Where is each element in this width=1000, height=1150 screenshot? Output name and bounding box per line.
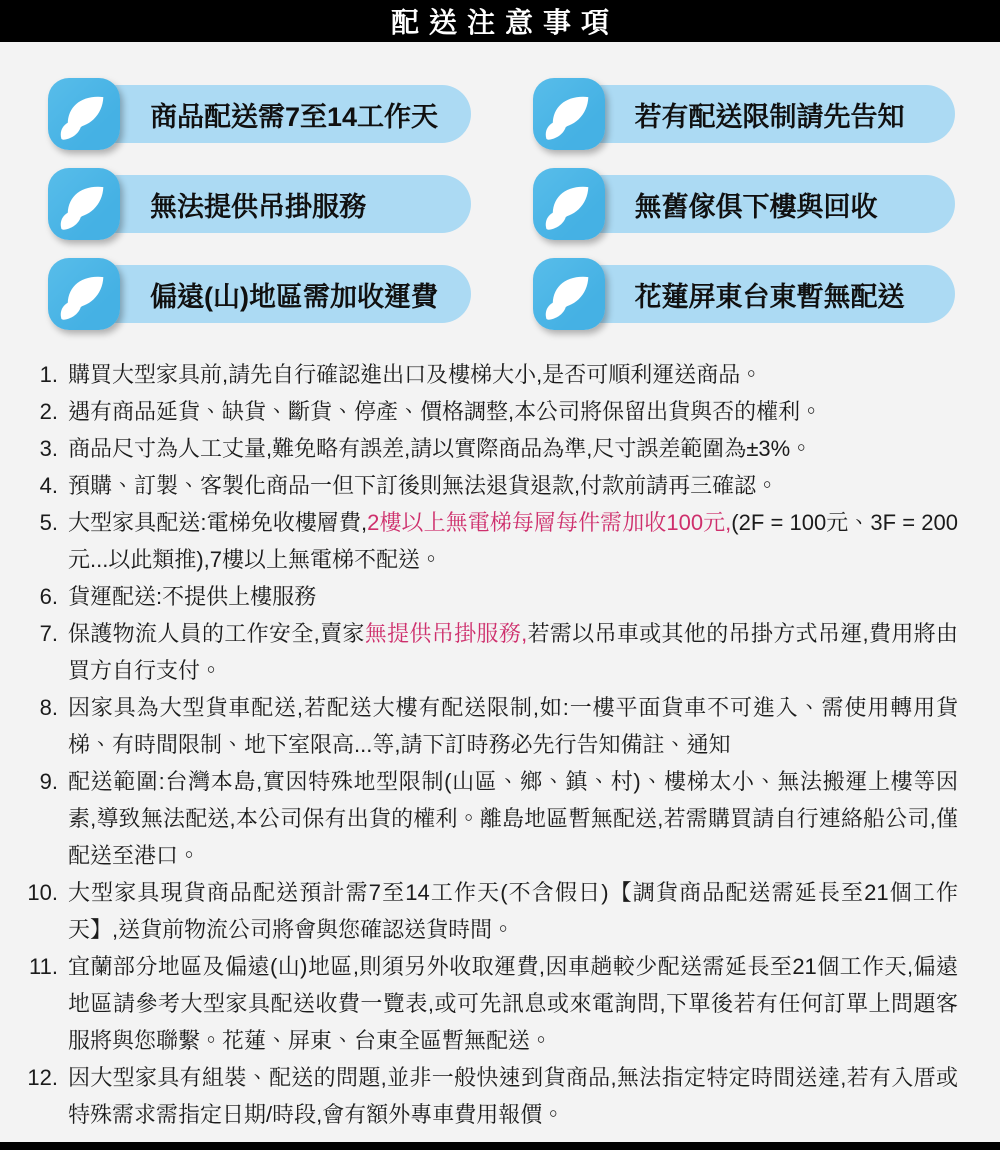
note-text: 大型家具配送:電梯免收樓層費,	[68, 510, 368, 535]
leaf-icon	[533, 258, 605, 330]
note-text: 保護物流人員的工作安全,賣家	[68, 621, 365, 646]
note-text: 購買大型家具前,請先自行確認進出口及樓梯大小,是否可順利運送商品。	[68, 362, 763, 387]
note-text: 配送範圍:台灣本島,實因特殊地型限制(山區、鄉、鎮、村)、樓梯太小、無法搬運上樓等因素,導致無法配送,本公司保有出貨的權利。離島地區暫無配送,若需購買請自行連絡船公司,僅配送至港口。	[68, 769, 958, 868]
leaf-icon	[533, 78, 605, 150]
note-item	[0, 763, 958, 874]
note-text: (2F = 100元、3F = 200元...以此類推),7樓以上無電梯不配送。	[68, 510, 958, 572]
note-item	[0, 874, 958, 948]
note-text: 宜蘭部分地區及偏遠(山)地區,則須另外收取運費,因車趟較少配送需延長至21個工作天,偏遠地區請參考大型家具配送收費一覽表,或可先訊息或來電詢問,下單後若有任何訂單上問題客服將與您聯繫。花蓮、屏東、台東全區暫無配送。	[68, 954, 958, 1053]
notes-list	[0, 330, 1000, 1133]
note-item	[0, 1059, 958, 1133]
note-text: 貨運配送:不提供上樓服務	[68, 584, 317, 609]
note-text: 因大型家具有組裝、配送的問題,並非一般快速到貨商品,無法指定特定時間送達,若有入厝或特殊需求需指定日期/時段,會有額外專車費用報價。	[68, 1065, 958, 1127]
note-text: 商品尺寸為人工丈量,難免略有誤差,請以實際商品為準,尺寸誤差範圍為±3%。	[68, 436, 813, 461]
badge-label: 花蓮屏東台東暫無配送	[561, 265, 956, 323]
note-text: 預購、訂製、客製化商品一但下訂後則無法退貨退款,付款前請再三確認。	[68, 473, 779, 498]
note-text: 大型家具現貨商品配送預計需7至14工作天(不含假日)【調貨商品配送需延長至21個工作天】,送貨前物流公司將會與您確認送貨時間。	[68, 880, 958, 942]
bottom-bar	[0, 1142, 1000, 1150]
badge-delivery-time	[48, 78, 471, 150]
badge-no-hanging-service	[48, 168, 471, 240]
note-text: 若需以吊車或其他的吊掛方式吊運,費用將由買方自行支付。	[68, 621, 958, 683]
note-item	[0, 430, 958, 467]
note-item	[0, 615, 958, 689]
note-item	[0, 578, 958, 615]
note-highlight-text: 2樓以上無電梯每層每件需加收100元,	[367, 510, 732, 535]
badge-label: 無舊傢俱下樓與回收	[561, 175, 956, 233]
note-item	[0, 504, 958, 578]
badge-no-old-furniture-removal	[533, 168, 956, 240]
badge-remote-area-fee	[48, 258, 471, 330]
leaf-icon	[48, 168, 120, 240]
page-title: 配送注意事項	[390, 7, 619, 38]
badge-label: 若有配送限制請先告知	[561, 85, 956, 143]
note-item	[0, 393, 958, 430]
note-item	[0, 689, 958, 763]
badges-grid	[0, 42, 1000, 330]
badge-no-delivery-hualien-pingtung-taitung	[533, 258, 956, 330]
leaf-icon	[48, 258, 120, 330]
title-banner	[0, 0, 1000, 42]
note-text: 因家具為大型貨車配送,若配送大樓有配送限制,如:一樓平面貨車不可進入、需使用轉用貨梯、有時間限制、地下室限高...等,請下訂時務必先行告知備註、通知	[68, 695, 958, 757]
note-item	[0, 467, 958, 504]
note-item	[0, 948, 958, 1059]
note-text: 遇有商品延貨、缺貨、斷貨、停產、價格調整,本公司將保留出貨與否的權利。	[68, 399, 823, 424]
leaf-icon	[48, 78, 120, 150]
badge-label: 商品配送需7至14工作天	[76, 85, 471, 143]
badge-label: 偏遠(山)地區需加收運費	[76, 265, 471, 323]
note-item	[0, 356, 958, 393]
leaf-icon	[533, 168, 605, 240]
badge-label: 無法提供吊掛服務	[76, 175, 471, 233]
note-highlight-text: 無提供吊掛服務,	[364, 621, 528, 646]
badge-delivery-limit-notice	[533, 78, 956, 150]
